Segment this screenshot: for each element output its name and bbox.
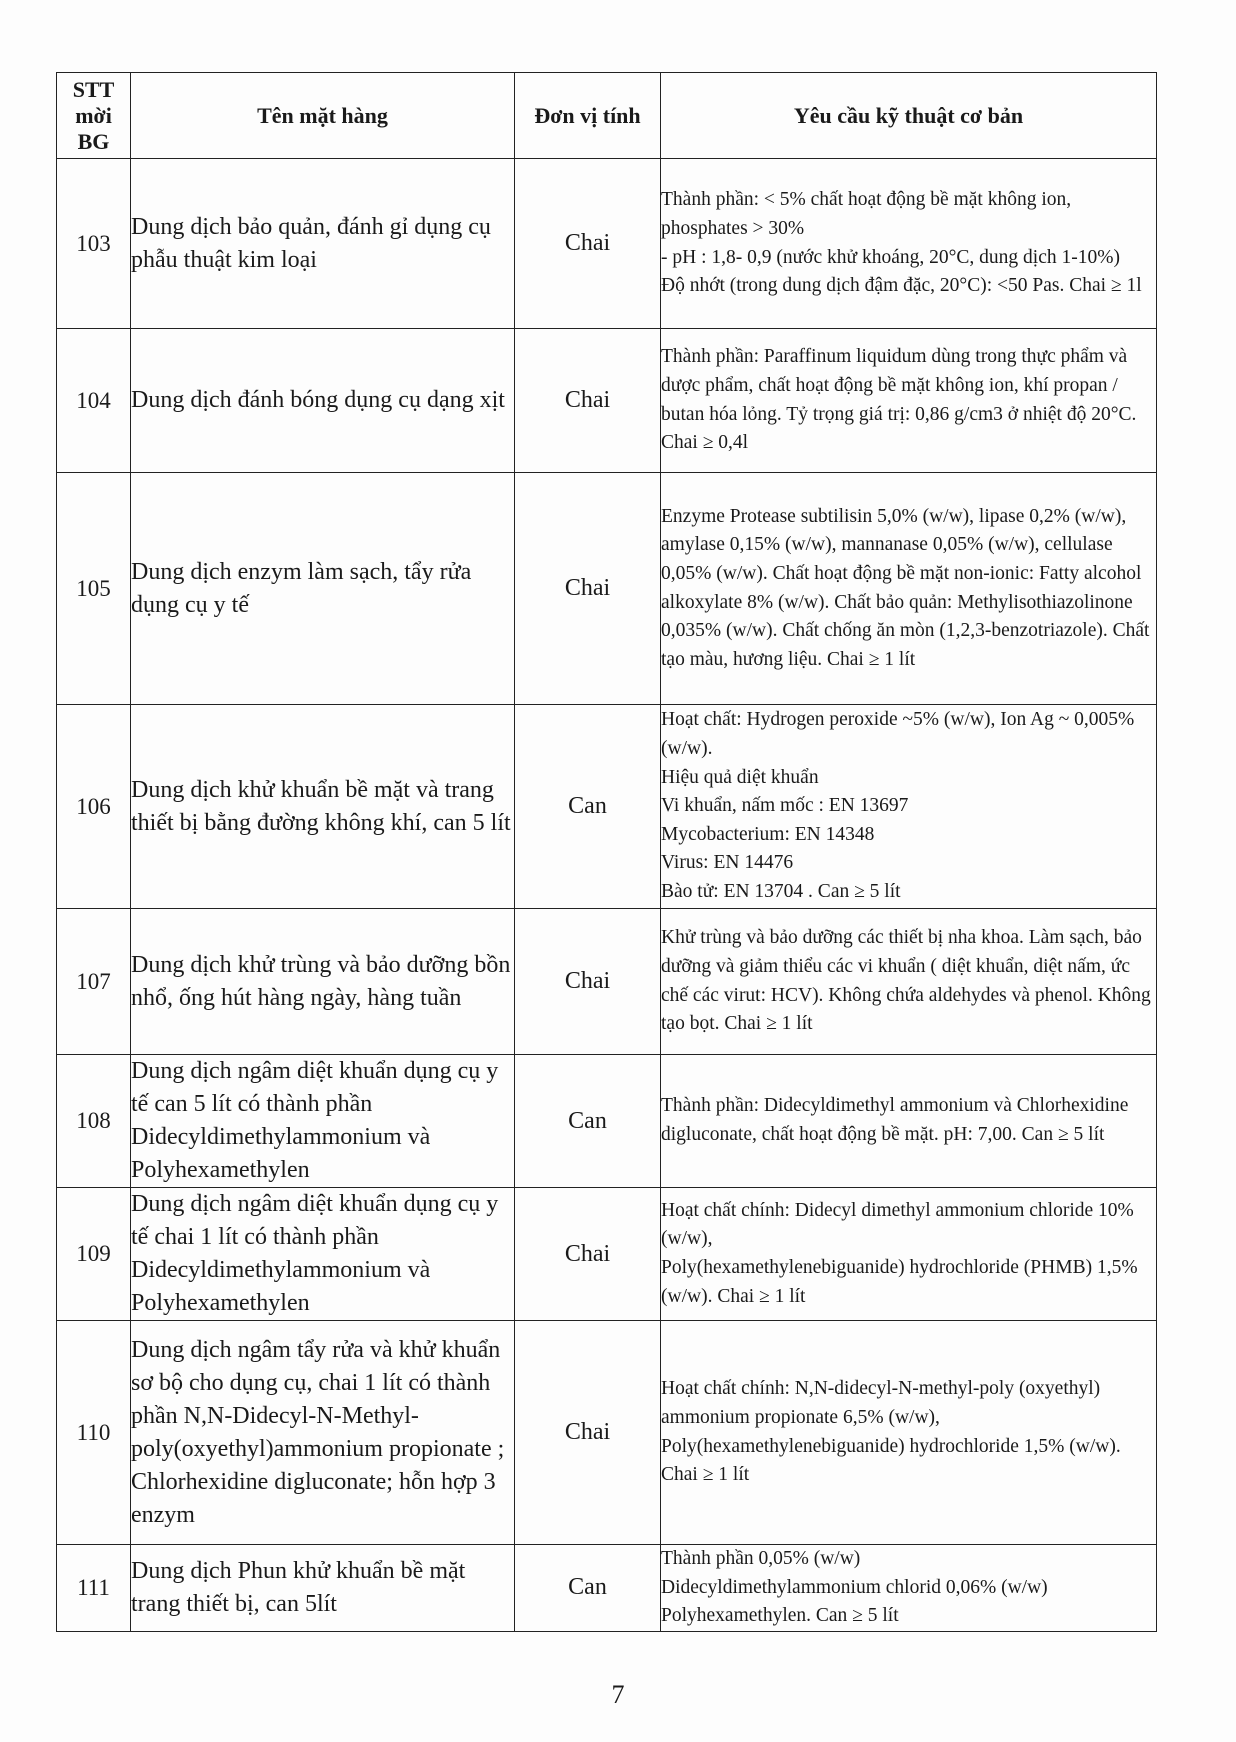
row-item-name: Dung dịch khử khuẩn bề mặt và trang thiết bị bằng đường không khí, can 5 lít [131, 705, 515, 909]
row-item-name: Dung dịch ngâm diệt khuẩn dụng cụ y tế chai 1 lít có thành phần Didecyldimethylammonium và Polyhexamethylen [131, 1188, 515, 1321]
table-row [57, 159, 1157, 329]
row-spec [661, 909, 1157, 1055]
spec-line: Didecyldimethylammonium chlorid 0,06% (w/w) [661, 1576, 1048, 1598]
row-spec [661, 705, 1157, 909]
spec-line: Enzyme Protease subtilisin 5,0% (w/w), lipase 0,2% (w/w), amylase 0,15% (w/w), mannanase 0,05% (w/w), cellulase 0,05% (w/w). Chất hoạt động bề mặt non-ionic: Fatty alcohol alkoxylate 8% (w/w). Chất bảo quản: Methylisothiazolinone 0,035% (w/w). Chất chống ăn mòn (1,2,3-benzotriazole). Chất tạo màu, hương liệu. Chai ≥ 1 lít [661, 505, 1150, 670]
row-stt: 109 [57, 1188, 131, 1321]
row-item-name: Dung dịch ngâm tẩy rửa và khử khuẩn sơ bộ cho dụng cụ, chai 1 lít có thành phần N,N-Didecyl-N-Methyl-poly(oxyethyl)ammonium propionate ; Chlorhexidine digluconate; hỗn hợp 3 enzym [131, 1321, 515, 1545]
row-item-name: Dung dịch khử trùng và bảo dưỡng bồn nhổ, ống hút hàng ngày, hàng tuần [131, 909, 515, 1055]
row-stt: 104 [57, 329, 131, 473]
row-unit: Can [515, 705, 661, 909]
table-row [57, 329, 1157, 473]
row-spec [661, 1055, 1157, 1188]
header-spec: Yêu cầu kỹ thuật cơ bản [661, 73, 1157, 159]
row-unit: Chai [515, 909, 661, 1055]
spec-line: - pH : 1,8- 0,9 (nước khử khoáng, 20°C, dung dịch 1-10%) [661, 246, 1120, 268]
row-spec [661, 1321, 1157, 1545]
row-item-name: Dung dịch bảo quản, đánh gỉ dụng cụ phẫu thuật kim loại [131, 159, 515, 329]
table-row [57, 1321, 1157, 1545]
row-stt: 108 [57, 1055, 131, 1188]
row-unit: Can [515, 1545, 661, 1632]
spec-line: Vi khuẩn, nấm mốc : EN 13697 [661, 795, 909, 817]
spec-line: Polyhexamethylen. Can ≥ 5 lít [661, 1605, 899, 1627]
header-name: Tên mặt hàng [131, 73, 515, 159]
row-item-name: Dung dịch enzym làm sạch, tẩy rửa dụng cụ y tế [131, 473, 515, 705]
table-row [57, 1055, 1157, 1188]
row-spec [661, 1545, 1157, 1632]
row-spec [661, 473, 1157, 705]
row-unit: Chai [515, 159, 661, 329]
row-unit: Can [515, 1055, 661, 1188]
spec-line: Hoạt chất chính: Didecyl dimethyl ammonium chloride 10% (w/w), [661, 1199, 1134, 1250]
table-row [57, 909, 1157, 1055]
items-table [56, 72, 1157, 1632]
row-stt: 111 [57, 1545, 131, 1632]
header-unit: Đơn vị tính [515, 73, 661, 159]
spec-line: Thành phần: Didecyldimethyl ammonium và Chlorhexidine digluconate, chất hoạt động bề mặt. pH: 7,00. Can ≥ 5 lít [661, 1095, 1129, 1145]
table-header-row [57, 73, 1157, 159]
row-stt: 103 [57, 159, 131, 329]
row-unit: Chai [515, 473, 661, 705]
spec-line: Poly(hexamethylenebiguanide) hydrochloride (PHMB) 1,5% (w/w). Chai ≥ 1 lít [661, 1257, 1138, 1307]
table-row [57, 705, 1157, 909]
spec-line: Mycobacterium: EN 14348 [661, 823, 875, 845]
row-unit: Chai [515, 1188, 661, 1321]
spec-line: Hoạt chất chính: N,N-didecyl-N-methyl-poly (oxyethyl) ammonium propionate 6,5% (w/w), Poly(hexamethylenebiguanide) hydrochloride 1,5% (w/w). Chai ≥ 1 lít [661, 1378, 1121, 1486]
row-unit: Chai [515, 329, 661, 473]
row-stt: 105 [57, 473, 131, 705]
header-stt: STT mời BG [57, 73, 131, 159]
spec-line: Hoạt chất: Hydrogen peroxide ~5% (w/w), Ion Ag ~ 0,005% (w/w). [661, 709, 1135, 760]
table-row [57, 1545, 1157, 1632]
spec-line: Thành phần 0,05% (w/w) [661, 1548, 861, 1569]
table-body [57, 159, 1157, 1632]
spec-line: Hiệu quả diệt khuẩn [661, 766, 819, 788]
row-stt: 107 [57, 909, 131, 1055]
spec-line: Thành phần: Paraffinum liquidum dùng trong thực phẩm và dược phẩm, chất hoạt động bề mặt không ion, khí propan / butan hóa lỏng. Tỷ trọng giá trị: 0,86 g/cm3 ở nhiệt độ 20°C. Chai ≥ 0,4l [661, 346, 1137, 454]
row-unit: Chai [515, 1321, 661, 1545]
spec-line: Khử trùng và bảo dưỡng các thiết bị nha khoa. Làm sạch, bảo dưỡng và giảm thiểu các vi khuẩn ( diệt khuẩn, diệt nấm, ức chế các virut: HCV). Không chứa aldehydes và phenol. Không tạo bọt. Chai ≥ 1 lít [661, 927, 1151, 1035]
table-row [57, 1188, 1157, 1321]
spec-line: Virus: EN 14476 [661, 852, 794, 874]
table-row [57, 473, 1157, 705]
spec-line: Độ nhớt (trong dung dịch đậm đặc, 20°C): <50 Pas. Chai ≥ 1l [661, 275, 1142, 297]
row-stt: 106 [57, 705, 131, 909]
row-item-name: Dung dịch đánh bóng dụng cụ dạng xịt [131, 329, 515, 473]
row-spec [661, 329, 1157, 473]
row-item-name: Dung dịch ngâm diệt khuẩn dụng cụ y tế can 5 lít có thành phần Didecyldimethylammonium và Polyhexamethylen [131, 1055, 515, 1188]
row-item-name: Dung dịch Phun khử khuẩn bề mặt trang thiết bị, can 5lít [131, 1545, 515, 1632]
row-stt: 110 [57, 1321, 131, 1545]
row-spec [661, 159, 1157, 329]
spec-line: Bào tử: EN 13704 . Can ≥ 5 lít [661, 880, 901, 902]
row-spec [661, 1188, 1157, 1321]
spec-line: Thành phần: < 5% chất hoạt động bề mặt không ion, phosphates > 30% [661, 189, 1072, 239]
page-number: 7 [611, 1680, 625, 1709]
